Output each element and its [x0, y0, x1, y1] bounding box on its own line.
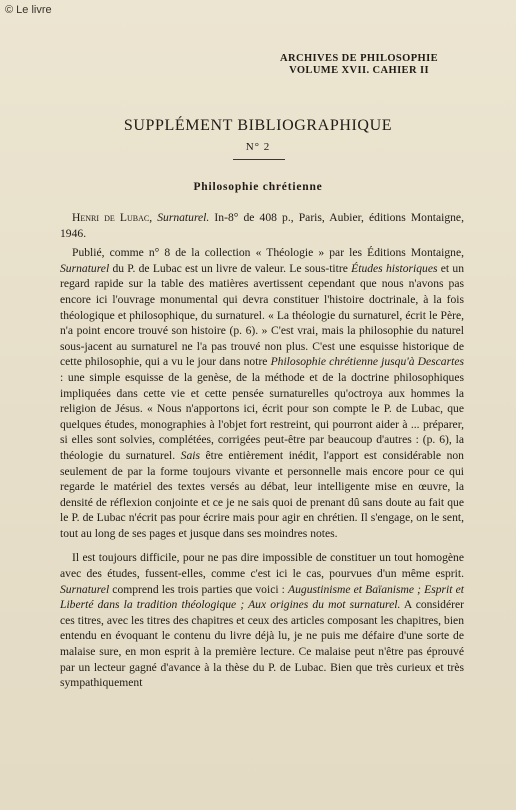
paragraph1-text-g: : une simple esquisse de la genèse, de la méthode et de la doctrine philosophiques impliquées dans cette vie et cette pensée surnaturelles qu'octroya aux hommes la religion de Jésus. « Nous n'apportons ici, écrit pour son compte le P. de Lubac, que quelques études, monographies à l'objet fort restreint, qui pourront aider à ... préparer, si elles sont solvies, complétées, corrigées peut-être par beaucoup d'autres : (p. 6), la théologie du surnaturel.: [60, 370, 464, 462]
journal-volume: VOLUME XVII. CAHIER II: [289, 65, 429, 76]
paragraph-gap: [60, 541, 464, 550]
paragraph2-italic-b: Surnaturel: [60, 582, 110, 596]
review-paragraph-1: [60, 245, 464, 541]
paragraph1-text-e: et un regard rapide sur la table des matières avertissent cependant que nous n'avons pas encore ici l'ouvrage monumental qui devra constituer l'histoire doctrinale, à la fois théologique et philosophique, du surnaturel. « La théologie du surnaturel, écrit le Père, n'a point encore trouvé son histoire (p. 6). » C'est vrai, mais la philosophie du naturel sous-jacent au surnaturel ne l'a pas trouvé non plus. C'est une esquisse historique de cette philosophie, qui a vu le jour dans notre: [60, 261, 464, 369]
journal-header: [280, 53, 438, 77]
paragraph1-text-c: du P. de Lubac est un livre de valeur. Le sous-titre: [112, 261, 348, 275]
bibliographic-reference: [60, 210, 464, 241]
reference-work: Surnaturel.: [157, 211, 210, 224]
review-body: [60, 210, 464, 691]
page-title: SUPPLÉMENT BIBLIOGRAPHIQUE: [123, 117, 393, 134]
paragraph2-text-c: comprend les trois parties que voici :: [112, 582, 285, 596]
reference-author: Henri de Lubac,: [72, 211, 153, 224]
paragraph1-text-i: être entièrement inédit, l'apport est considérable non seulement de par la forme toujours vivante et personnelle mais encore pour ce qui regarde le matériel des textes versés au débat, leur intelligente mise en œuvre, la densité de réflexion conjointe et ce je ne sais quoi de prenant dû sans doute au fait que le P. de Lubac n'écrit pas pour écrire mais pour agir en chrétien. Il s'engage, on le sent, tout au long de ses pages et jusque dans ses moindres notes.: [60, 448, 464, 540]
paragraph1-italic-b: Surnaturel: [60, 261, 110, 275]
watermark-stamp: © Le livre: [5, 4, 52, 16]
paragraph2-italic-d: Augustinisme et Baïanisme ; Esprit et Liberté dans la tradition théologique ; Aux origines du mot surnaturel.: [60, 582, 464, 612]
supplement-number: N° 2: [245, 141, 271, 153]
reference-details: In-8° de 408 p., Paris, Aubier, éditions Montaigne, 1946.: [60, 211, 464, 240]
section-heading: Philosophie chrétienne: [193, 181, 323, 193]
journal-name: ARCHIVES DE PHILOSOPHIE: [280, 53, 438, 64]
review-paragraph-2: [60, 550, 464, 690]
paragraph1-text-a: Publié, comme n° 8 de la collection « Théologie » par les Éditions Montaigne,: [72, 246, 464, 260]
paragraph1-italic-f: Philosophie chrétienne jusqu'à Descartes: [270, 355, 464, 369]
paragraph1-italic-d: Études historiques: [351, 261, 438, 275]
title-divider: [233, 159, 285, 160]
paragraph2-text-e: A considérer ces titres, avec les titres des chapitres et ceux des articles composant les chapitres, bien entendu en évoquant le contenu du livre déjà lu, je ne puis me défaire d'une sorte de malaise sure, en mon esprit à la première lecture. Ce malaise peut n'être pas éprouvé par un lecteur gagné d'avance à la thèse du P. de Lubac. Bien que très curieux et très sympathiquement: [60, 598, 464, 690]
paragraph1-italic-h: Sais: [180, 448, 200, 462]
paragraph2-text-a: Il est toujours difficile, pour ne pas dire impossible de constituer un tout homogène avec des études, fussent-elles, comme c'est ici le cas, pourvues d'un même esprit.: [60, 551, 464, 581]
